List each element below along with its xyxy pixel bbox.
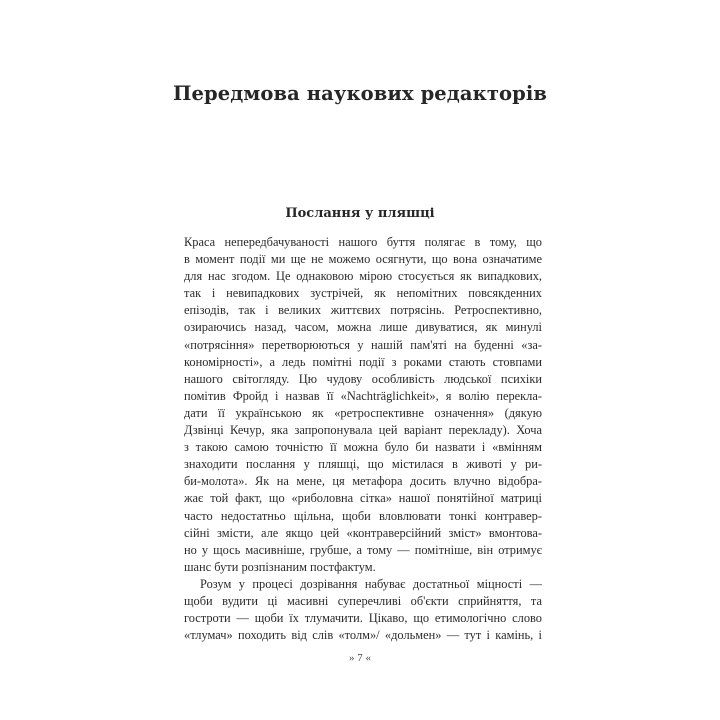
text-line: так і невипадкових зустрічей, як непомітних повсякденних bbox=[184, 286, 542, 301]
text-line: озираючись назад, часом, можна лише дивуватися, як минулі bbox=[184, 320, 542, 335]
text-line: би-молота». Як на мене, ця метафора досить влучно відобра- bbox=[184, 474, 542, 489]
text-line: Дзвінці Кечур, яка запропонувала цей варіант перекладу). Хоча bbox=[184, 423, 542, 438]
text-line: «тлумач» походить від слів «толм»/ «дольмен» — тут і камінь, і bbox=[184, 628, 542, 643]
page-number: » 7 « bbox=[349, 652, 371, 664]
text-line-paragraph-start: Розум у процесі дозрівання набуває достатньої міцності — bbox=[200, 576, 542, 591]
section-title: Послання у пляшці bbox=[285, 206, 435, 221]
text-line: епізодів, так і великих життєвих потрясінь. Ретроспективно, bbox=[184, 303, 542, 318]
text-line: сійні змісти, але якщо цей «контраверсійний зміст» вмонтова- bbox=[184, 525, 542, 540]
text-line: для нас згодом. Це однаковою мірою стосується як випадкових, bbox=[184, 269, 542, 284]
text-line: но у щось масивніше, грубше, а тому — помітніше, він отримує bbox=[184, 542, 542, 557]
text-line: часто недостатньо щільна, щоби вловлювати тонкі контравер- bbox=[184, 508, 542, 523]
text-line: «потрясіння» перетворюються у нашій пам'яті на буденні «за- bbox=[184, 337, 542, 352]
text-line: в момент події ми ще не можемо осягнути, що вона означатиме bbox=[184, 252, 542, 267]
text-line: щоби вудити ці масивні суперечливі об'єкти сприйняття, та bbox=[184, 593, 542, 608]
text-line: гостроти — щоби їх тлумачити. Цікаво, що етимологічно слово bbox=[184, 611, 542, 626]
text-line: помітив Фройд і назвав її «Nachträglichkeit», я волію перекла- bbox=[184, 388, 542, 403]
text-line: знаходити послання у пляшці, що містилася в животі у ри- bbox=[184, 457, 542, 472]
text-line: з такою самою точністю її можна було би назвати і «вмінням bbox=[184, 440, 542, 455]
body-text bbox=[184, 234, 542, 644]
text-line: дати її українською як «ретроспективне означення» (дякую bbox=[184, 405, 542, 420]
text-line-paragraph-end: шанс бути розпізнаним постфактум. bbox=[184, 559, 376, 574]
text-line: Краса непередбачуваності нашого буття полягає в тому, що bbox=[184, 235, 542, 249]
text-line: кономірності», а ледь помітні події з роками стають стовпами bbox=[184, 354, 542, 369]
text-line: нашого світогляду. Цю чудову особливість людської психіки bbox=[184, 371, 542, 386]
text-line: жає той факт, що «риболовна сітка» нашої понятійної матриці bbox=[184, 491, 542, 506]
page-title: Передмова наукових редакторів bbox=[172, 82, 548, 105]
